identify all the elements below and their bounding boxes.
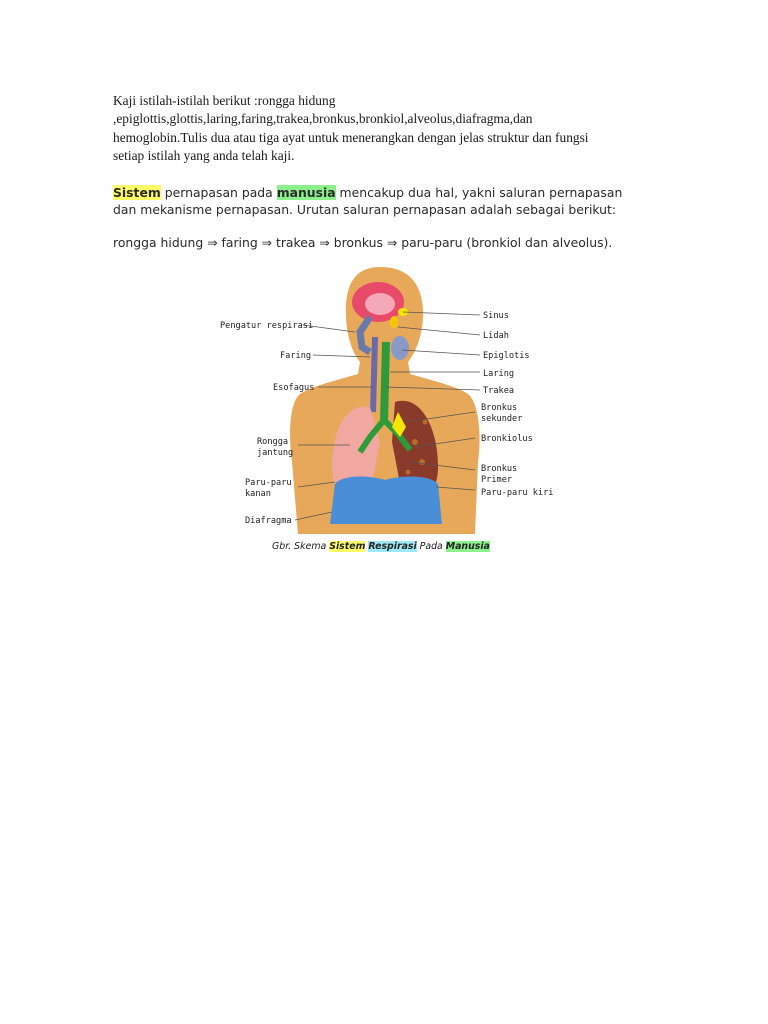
question-text	[113, 92, 673, 166]
respiratory-illustration	[210, 262, 555, 542]
esophagus-shape	[373, 337, 375, 412]
label-bronkus-sek-1: Bronkus	[481, 403, 518, 413]
caption-text-b: Pada	[416, 541, 446, 552]
label-bronkus-pri-2: Primer	[481, 475, 513, 485]
intro-text-b: mencakup dua hal, yakni saluran pernapasan	[335, 185, 623, 200]
question-line: ,epiglottis,glottis,laring,faring,trakea,bronkus,bronkiol,alveolus,diafragma,dan	[113, 111, 533, 127]
alveoli-dot	[423, 420, 428, 425]
label-rongga-2: jantung	[257, 448, 294, 458]
figure-caption	[272, 541, 490, 552]
alveoli-dot	[406, 470, 411, 475]
label-rongga-1: Rongga	[257, 437, 289, 447]
label-diafragma: Diafragma	[245, 516, 292, 526]
label-lidah: Lidah	[483, 331, 509, 341]
brain-inner	[365, 293, 395, 315]
question-line: Kaji istilah-istilah berikut :rongga hidung	[113, 93, 336, 108]
alveoli-dot	[412, 439, 418, 445]
caption-text-a: Gbr. Skema	[272, 541, 330, 552]
intro-line-1	[113, 184, 673, 201]
label-faring: Faring	[280, 351, 312, 361]
intro-line-2: dan mekanisme pernapasan. Urutan saluran pernapasan adalah sebagai berikut:	[113, 202, 617, 217]
diaphragm-shape	[330, 477, 442, 524]
label-esofagus: Esofagus	[273, 383, 315, 393]
question-line: hemoglobin.Tulis dua atau tiga ayat untuk menerangkan dengan jelas struktur dan fungsi	[113, 129, 589, 145]
sequence-paragraph: rongga hidung ⇒ faring ⇒ trakea ⇒ bronkus ⇒ paru-paru (bronkiol dan alveolus).	[113, 235, 613, 250]
label-sinus: Sinus	[483, 311, 509, 321]
caption-highlight-respirasi: Respirasi	[368, 541, 417, 552]
label-epiglotis: Epiglotis	[483, 351, 530, 361]
caption-highlight-sistem: Sistem	[329, 541, 366, 552]
highlight-sistem: Sistem	[113, 185, 161, 200]
nasal-shape	[390, 316, 398, 328]
label-paru-kanan-2: kanan	[245, 489, 271, 499]
label-bronkus-sek-2: sekunder	[481, 414, 523, 424]
highlight-manusia: manusia	[276, 185, 336, 200]
label-pengatur: Pengatur respirasi	[220, 321, 314, 331]
intro-paragraph	[113, 184, 673, 218]
label-laring: Laring	[483, 369, 515, 379]
respiratory-diagram	[210, 262, 555, 542]
question-line: setiap istilah yang anda telah kaji.	[113, 148, 295, 164]
label-bronkiolus: Bronkiolus	[481, 434, 533, 444]
epiglottis-shape	[391, 336, 409, 360]
label-paru-kiri: Paru-paru kiri	[481, 488, 554, 498]
caption-highlight-manusia: Manusia	[445, 541, 490, 552]
trachea-shape	[384, 342, 386, 422]
label-bronkus-pri-1: Bronkus	[481, 464, 518, 474]
label-trakea: Trakea	[483, 386, 515, 396]
label-paru-kanan-1: Paru-paru	[245, 478, 292, 488]
intro-text-a: pernapasan pada	[160, 185, 277, 200]
